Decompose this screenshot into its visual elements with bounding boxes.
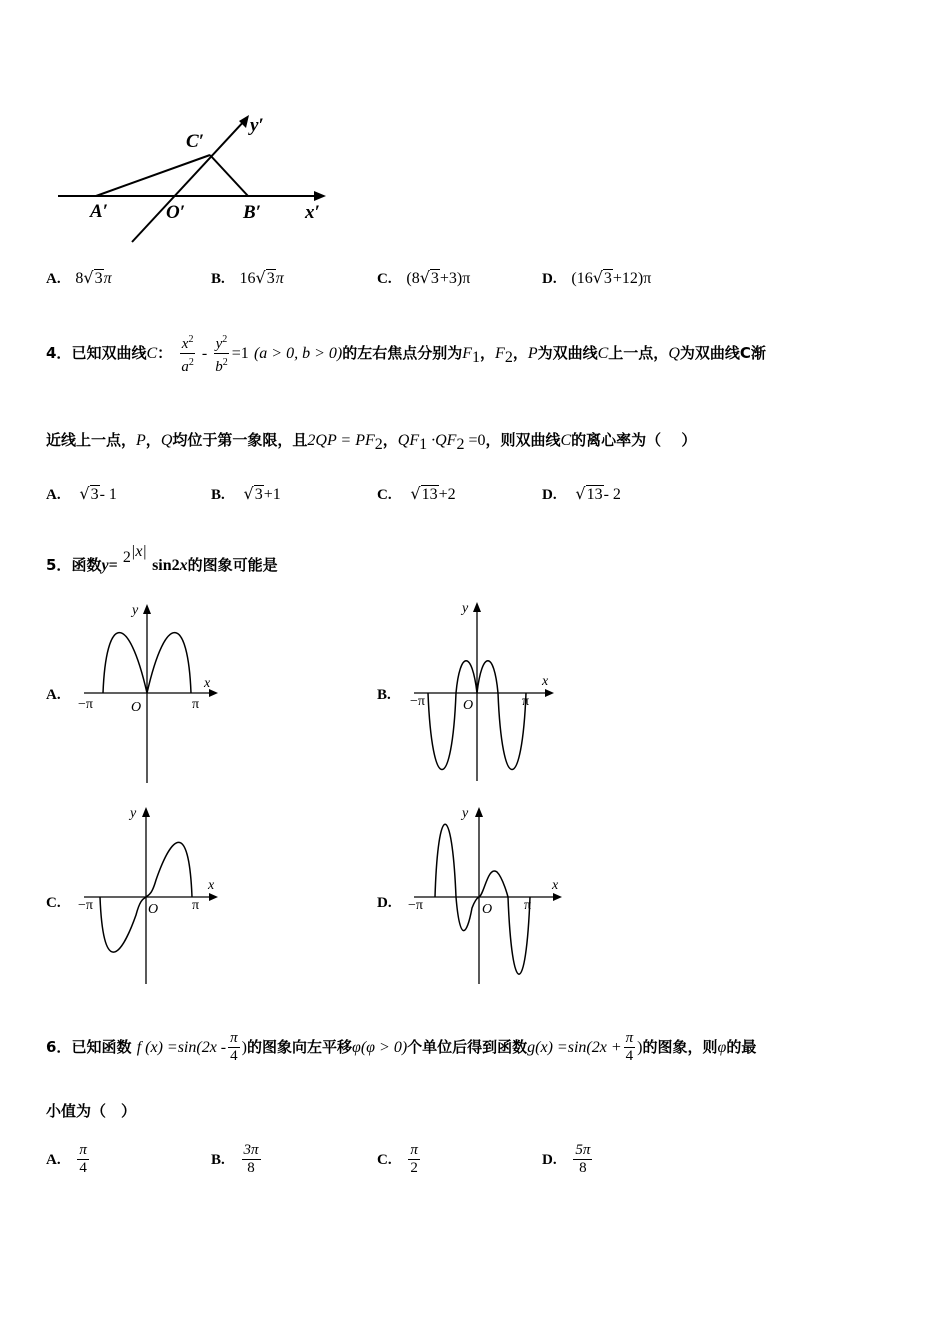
q6-option-b[interactable]: B. $\frac{3\pi}{8}$ bbox=[211, 1142, 259, 1176]
q4-frac-y: $\frac{y^2}{b^2}$ bbox=[213, 331, 230, 376]
pos-pi-label: π bbox=[192, 697, 200, 712]
option-label: A. bbox=[46, 487, 61, 503]
origin-label: O bbox=[148, 902, 159, 917]
y-axis-label: y bbox=[132, 603, 139, 618]
q4-option-b[interactable]: B. √3+1 bbox=[211, 484, 281, 503]
q6-number: 6． bbox=[46, 1038, 72, 1056]
q4-line-1: 4．已知双曲线C： $\frac{x^2}{a^2}$ - $\frac{y^2}{b^2}$ =1 (a > 0, b > 0)的左右焦点分别为$F_1$，$F_2$，P为双曲线C上一点，Q为双曲线C渐 bbox=[46, 325, 766, 386]
option-label: A. bbox=[46, 271, 61, 287]
label-o-prime: O′ bbox=[166, 202, 186, 223]
y-axis-label: y bbox=[462, 601, 469, 616]
q6-line-2: 小值为（ ） bbox=[46, 1102, 137, 1120]
x-axis-label: x bbox=[208, 878, 215, 893]
label-y-prime: y′ bbox=[250, 115, 264, 136]
x-axis-label: x bbox=[204, 676, 211, 691]
label-a-prime: A′ bbox=[90, 201, 109, 222]
option-label: A. bbox=[46, 1152, 61, 1168]
origin-label: O bbox=[463, 698, 474, 713]
option-label: D. bbox=[542, 487, 557, 503]
x-axis-label: x bbox=[542, 674, 549, 689]
neg-pi-label: −π bbox=[78, 898, 93, 913]
q5-option-a-label[interactable]: A. bbox=[46, 687, 61, 703]
origin-label: O bbox=[131, 700, 142, 715]
pos-pi-label: π bbox=[522, 694, 530, 709]
q4-line-2: 近线上一点，P，Q均位于第一象限，且$2QP = PF_2$，$QF_1 \cdot QF_2 =0$，则双曲线C的离心率为（ ） bbox=[46, 431, 697, 453]
neg-pi-label: −π bbox=[78, 697, 93, 712]
q3-option-d[interactable]: D. (16√3+12)π bbox=[542, 268, 652, 287]
q4-option-d[interactable]: D. √13- 2 bbox=[542, 484, 621, 503]
q4-number: 4． bbox=[46, 344, 72, 362]
pos-pi-label: π bbox=[524, 898, 532, 913]
q4-option-c[interactable]: C. √13+2 bbox=[377, 484, 456, 503]
neg-pi-label: −π bbox=[408, 898, 423, 913]
x-axis-label: x bbox=[552, 878, 559, 893]
q5-option-c-label[interactable]: C. bbox=[46, 895, 61, 911]
y-axis-label: y bbox=[130, 806, 137, 821]
q5-number: 5． bbox=[46, 556, 72, 574]
q5-graph-b[interactable] bbox=[400, 595, 565, 785]
origin-label: O bbox=[482, 902, 493, 917]
q5-option-b-label[interactable]: B. bbox=[377, 687, 391, 703]
y-axis-label: y bbox=[462, 806, 469, 821]
option-label: D. bbox=[542, 271, 557, 287]
option-label: C. bbox=[377, 487, 392, 503]
option-label: C. bbox=[377, 271, 392, 287]
q6-option-d[interactable]: D. $\frac{5\pi}{8}$ bbox=[542, 1142, 591, 1176]
q4-option-a[interactable]: A. √3- 1 bbox=[46, 484, 117, 503]
q5-stem: 5．函数$y= 2^{|x|}$ sin2x的图象可能是 bbox=[46, 543, 278, 574]
q3-option-a[interactable]: A. 8√3π bbox=[46, 268, 112, 287]
q6-option-c[interactable]: C. $\frac{\pi}{2}$ bbox=[377, 1142, 418, 1176]
option-label: D. bbox=[542, 1152, 557, 1168]
q3-option-b[interactable]: B. 16√3π bbox=[211, 268, 284, 287]
pos-pi-label: π bbox=[192, 898, 200, 913]
option-label: C. bbox=[377, 1152, 392, 1168]
curve bbox=[435, 824, 530, 974]
oblique-projection-figure bbox=[50, 105, 340, 250]
q3-option-c[interactable]: C. (8√3+3)π bbox=[377, 268, 471, 287]
q5-graph-d[interactable] bbox=[400, 800, 570, 990]
q4-frac-x: $\frac{x^2}{a^2}$ bbox=[179, 331, 196, 376]
option-label: B. bbox=[211, 1152, 225, 1168]
option-label: B. bbox=[211, 271, 225, 287]
label-b-prime: B′ bbox=[243, 202, 262, 223]
q5-graph-a[interactable] bbox=[70, 595, 230, 790]
q5-option-d-label[interactable]: D. bbox=[377, 895, 392, 911]
q6-option-a[interactable]: A. $\frac{\pi}{4}$ bbox=[46, 1142, 87, 1176]
option-label: B. bbox=[211, 487, 225, 503]
q5-graph-c[interactable] bbox=[70, 800, 230, 990]
label-x-prime: x′ bbox=[305, 202, 320, 223]
q6-line-1: 6．已知函数 f (x) =sin(2x - $\frac{\pi}{4}$ )的图象向左平移φ(φ > 0)个单位后得到函数g(x) =sin(2x + $\frac{\pi}{4}$ )的图象，则φ的最 bbox=[46, 1030, 757, 1064]
neg-pi-label: −π bbox=[410, 694, 425, 709]
label-c-prime: C′ bbox=[186, 131, 205, 152]
